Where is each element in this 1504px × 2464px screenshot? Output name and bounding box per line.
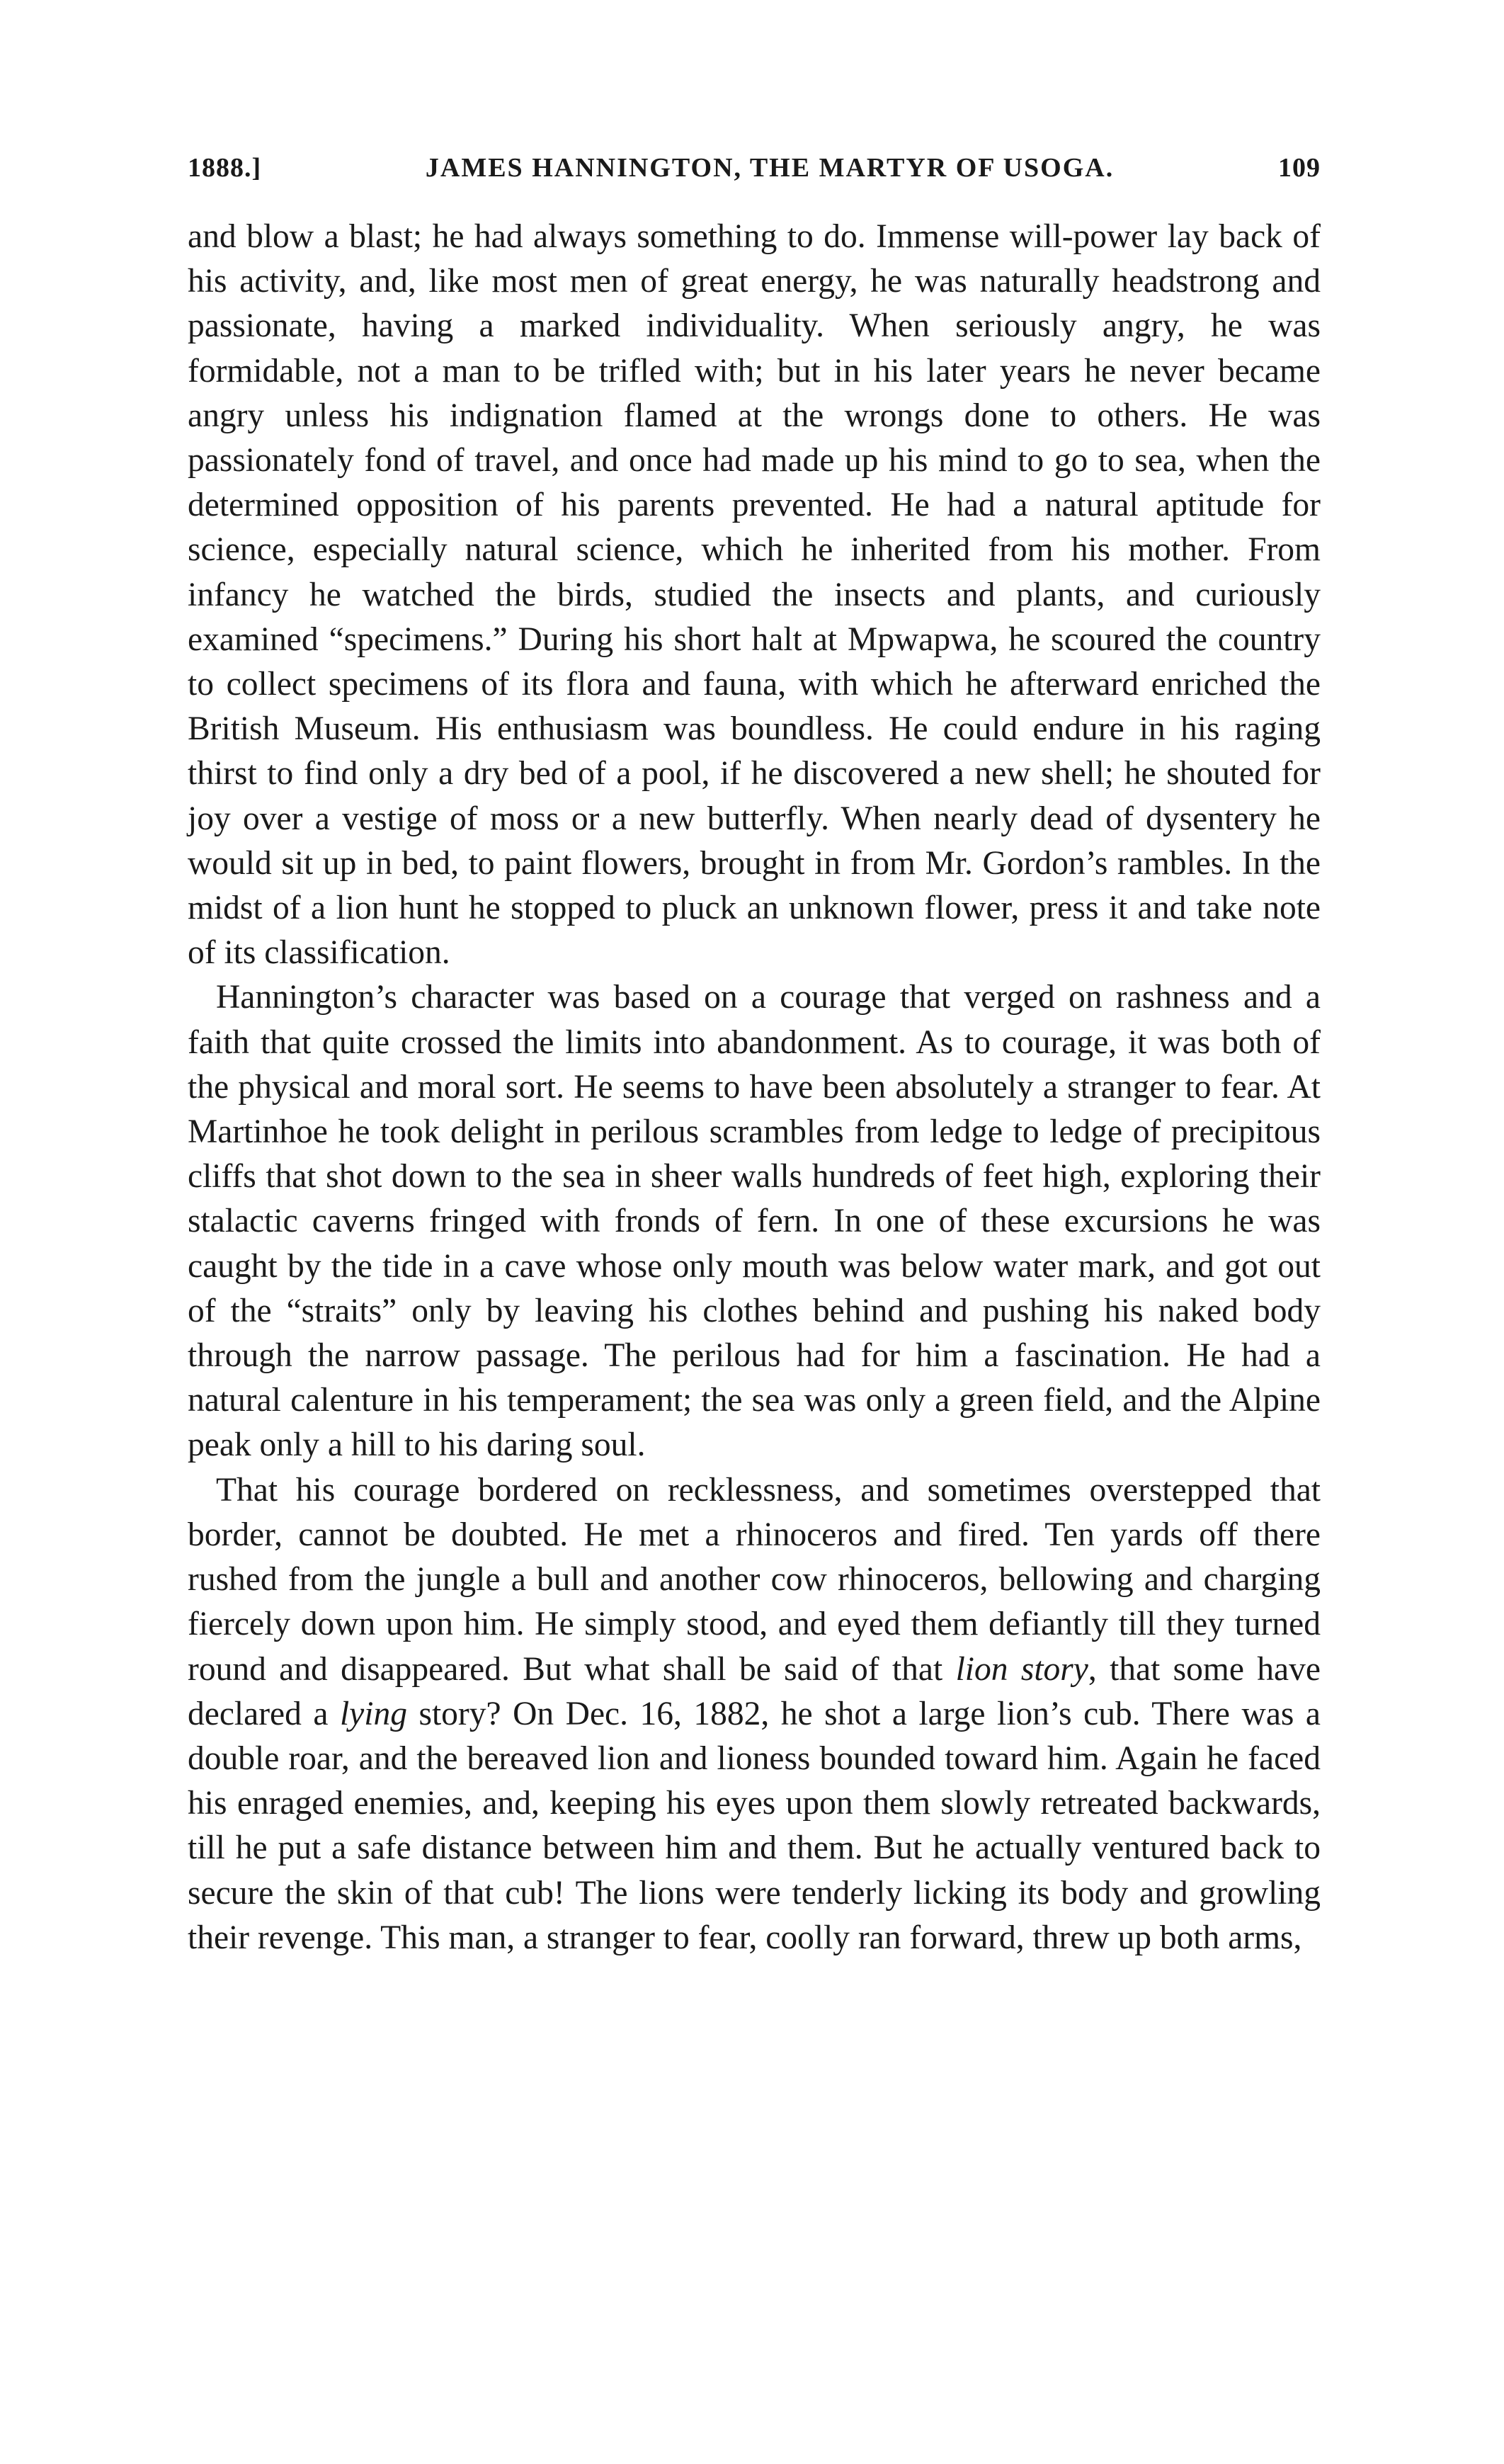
paragraph — [188, 975, 1321, 1467]
header-page-number: 109 — [1277, 153, 1321, 183]
italic-phrase: lion story — [955, 1650, 1088, 1688]
text-run: Hannington’s character was based on a courage that verged on rashness and a faith that quite crossed the limits into abandonment. As to courage, it was both of the physical and moral sort. He seems to have been absolutely a stranger to fear. At Martinhoe he took delight in perilous scrambles from ledge to ledge of precipitous cliffs that shot down to the sea in sheer walls hundreds of feet high, exploring their stalactic caverns fringed with fronds of fern. In one of these excursions he was caught by the tide in a cave whose only mouth was below water mark, and got out of the “straits” only by leaving his clothes behind and pushing his naked body through the narrow passage. The perilous had for him a fascination. He had a natural calenture in his temperament; the sea was only a green field, and the Alpine peak only a hill to his daring soul. — [188, 979, 1321, 1464]
header-year: 1888.] — [188, 153, 262, 183]
text-run: story? On Dec. 16, 1882, he shot a large lion’s cub. There was a double roar, and the bereaved lion and lioness bounded toward him. Again he faced his enraged enemies, and, keeping his eyes upon them slowly retreated backwards, till he put a safe distance between him and them. But he actually ventured back to secure the skin of that cub! The lions were tenderly licking its body and growling their revenge. This man, a stranger to fear, coolly ran forward, threw up both arms, — [188, 1695, 1321, 1956]
body-text — [188, 215, 1321, 1960]
italic-phrase: lying — [339, 1695, 407, 1732]
book-page — [188, 152, 1321, 1960]
text-run: and blow a blast; he had always something to do. Immense will-power lay back of his activity, and, like most men of great energy, he was naturally headstrong and passionate, having a marked individuality. When seriously angry, he was formidable, not a man to be trifled with; but in his later years he never became angry unless his indignation flamed at the wrongs done to others. He was passionately fond of travel, and once had made up his mind to go to sea, when the determined opposition of his parents prevented. He had a natural aptitude for science, especially natural science, which he inherited from his mother. From infancy he watched the birds, studied the insects and plants, and curiously examined “specimens.” During his short halt at Mpwapwa, he scoured the country to collect specimens of its flora and fauna, with which he afterward enriched the British Museum. His enthusiasm was boundless. He could endure in his raging thirst to find only a dry bed of a pool, if he discovered a new shell; he shouted for joy over a vestige of moss or a new butterfly. When nearly dead of dysentery he would sit up in bed, to paint flowers, brought in from Mr. Gordon’s rambles. In the midst of a lion hunt he stopped to pluck an unknown flower, press it and take note of its classification. — [188, 218, 1321, 972]
text-run: , that some have declared a — [188, 1650, 1321, 1732]
text-run: That his courage bordered on recklessness, and sometimes overstepped that border, cannot be doubted. He met a rhinoceros and fired. Ten yards off there rushed from the jungle a bull and another cow rhinoceros, bellowing and charging fiercely down upon him. He simply stood, and eyed them defiantly till they turned round and disappeared. But what shall be said of that — [188, 1471, 1321, 1688]
header-title: JAMES HANNINGTON, THE MARTYR OF USOGA. — [425, 153, 1115, 183]
paragraph — [188, 215, 1321, 975]
paragraph — [188, 1468, 1321, 1960]
running-head — [188, 152, 1321, 183]
